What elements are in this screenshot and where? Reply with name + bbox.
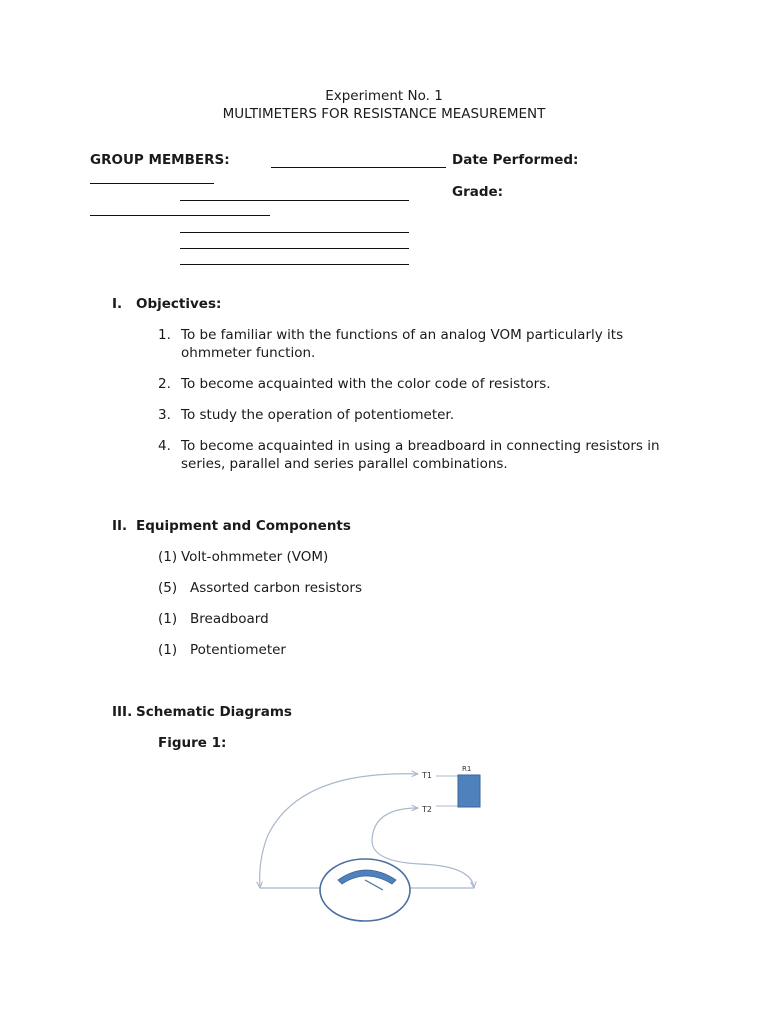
equipment-quantity: (1) <box>158 549 178 565</box>
objective-number: 3. <box>158 407 171 423</box>
objective-text: To be familiar with the functions of an analog VOM particularly its <box>181 327 624 343</box>
equipment-heading-number: II. <box>112 518 128 534</box>
experiment-title: MULTIMETERS FOR RESISTANCE MEASUREMENT <box>222 106 546 122</box>
objective-text-continued: ohmmeter function. <box>181 345 316 361</box>
objectives-heading: Objectives: <box>136 296 222 312</box>
objective-text: To study the operation of potentiometer. <box>181 407 455 423</box>
equipment-quantity: (1) <box>158 611 178 627</box>
objective-number: 2. <box>158 376 171 392</box>
experiment-number: Experiment No. 1 <box>325 88 443 104</box>
objective-number: 4. <box>158 438 171 454</box>
schematic-heading: Schematic Diagrams <box>136 704 292 720</box>
resistor-r1 <box>458 775 480 807</box>
objective-text: To become acquainted with the color code of resistors. <box>181 376 551 392</box>
terminal-t2-label: T2 <box>422 805 432 814</box>
schematic-heading-number: III. <box>112 704 133 720</box>
group-members-label: GROUP MEMBERS: <box>90 152 230 168</box>
objective-text-continued: series, parallel and series parallel combinations. <box>181 456 508 472</box>
terminal-t1-label: T1 <box>422 771 432 780</box>
objective-text: To become acquainted in using a breadboard in connecting resistors in <box>181 438 660 454</box>
figure-label: Figure 1: <box>158 735 227 751</box>
equipment-quantity: (5) <box>158 580 178 596</box>
objectives-heading-number: I. <box>112 296 123 312</box>
date-performed-label: Date Performed: <box>452 152 579 168</box>
grade-label: Grade: <box>452 184 504 200</box>
equipment-name: Assorted carbon resistors <box>190 580 363 596</box>
equipment-name: Potentiometer <box>190 642 286 658</box>
equipment-name: Volt-ohmmeter (VOM) <box>181 549 329 565</box>
meter-body <box>320 859 410 921</box>
objective-number: 1. <box>158 327 171 343</box>
resistor-r1-label: R1 <box>462 765 472 773</box>
equipment-heading: Equipment and Components <box>136 518 351 534</box>
equipment-name: Breadboard <box>190 611 269 627</box>
equipment-quantity: (1) <box>158 642 178 658</box>
